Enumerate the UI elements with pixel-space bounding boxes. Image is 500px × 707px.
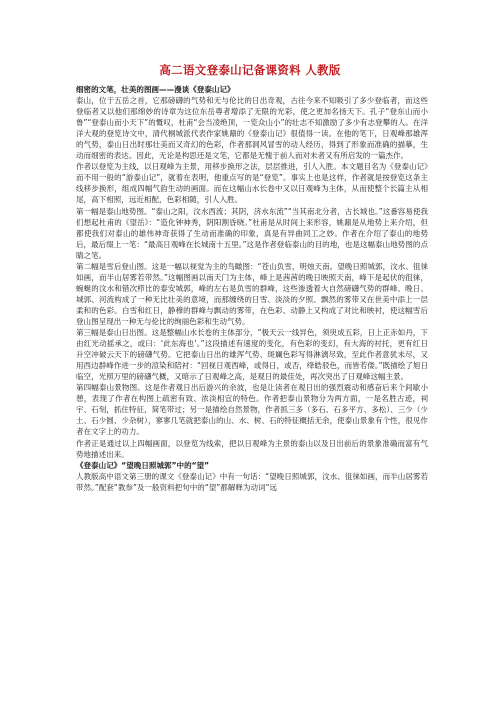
paragraph: 第一幅是泰山地势图。“泰山之阳，汶水西流；其阴，济水东流”“当其南北分者，古长城也。”这番容易使我们想起杜甫的《望岳》：“造化钟神秀，阴阳割昏晓。”杜甫是从时间上来形容，姚鼐是从地势上来介绍，但都使我们对泰山的雄伟神奇获得了生动而准确的印象，真是有异曲同工之妙。作者在介绍了泰山的地势后，最后缀上一笔：“最高日观峰在长城南十五里。”这是作者登临泰山的目的地，也是这幅泰山地势图的点睛之笔。 — [76, 206, 428, 260]
section-heading: 《登泰山记》“望晚日照城郭”中的“望” — [76, 460, 210, 470]
paragraph: 第四幅泰山景物图。这是作者观日出后游兴的余波，也是让读者在观日出的强烈震动和感奋后来个间歇小憩，表现了作者在构图上疏密有致、浓淡相宜的特色。作者把泰山景物分为两方面，一是名胜古迹，祠宇、石刻，抓住特征，简笔带过；另一是描绘自然景物，作者抓三多（多石、石多平方、多松）、三少（少土、石少圆、少杂树），寥寥几笔就把泰山的山、水、树、石的特征概括无余，使泰山景象有个性，很见作者在文字上的功力。 — [76, 383, 428, 437]
article-body — [76, 84, 428, 493]
paragraph: 第二幅是雪后登山图。这是一幅以视觉为主的鸟瞰图：“苍山负雪，明烛天南。望晚日照城郭，汶水、徂徕如画，而半山居雾若带然。”这幅图画以南天门为主体，峰上是茜茜的晚日映照天南，峰下是起伏的徂徕，蜿蜒的汶水和错次栉比的泰安城郭，峰的左右是负雪的群峰，这些渗透着大自然磅礴气势的群峰、晚日、城郭、河流构成了一种无比壮美的意境，而那缠绕的日雪、淡淡的夕照、飘然的雾带又在世美中添上一层柔和的色彩。白雪和红日，静穆的群峰与飘动的雾带，在色彩、动静上又构成了对比和映衬，使这幅雪后登山图呈现出一种无与伦比的绚丽色彩和生动气势。 — [76, 261, 428, 326]
page-title: 高二语文登泰山记备课资料 人教版 — [159, 63, 341, 77]
paragraph: 作者正是通过以上四幅画面，以登览为线索，把以日观峰为主景的泰山以及日出前后的景象准确而富有气势地描述出来。 — [76, 438, 428, 459]
paragraph: 泰山，位于五岳之首，它那磅礴的气势和无与伦比的日出奇观，古往今来不知吸引了多少登临者，而这些登临者又以他们那绵妙的诗章为这位东岳尊者增添了无限的光彩，使之更加名扬天下。孔子“登东山而小鲁”“登泰山而小天下”的慨叹，杜甫“会当凌绝顶，一览众山小”的壮志不知激励了多少有志登攀的人。在洋洋大观的登览诗文中，清代桐城派代表作家姚鼐的《登泰山记》很值得一读。在他的笔下，日观峰那雄浑的气势，泰山日出时那壮美而又奇幻的色彩，作者那洞风冒雪的动人经历，得到了形象而准确的描摹，生动而细密的表达。因此，无论是构思还是文笔，它都是无愧于前人而对未者又有所启发的一篇杰作。 — [76, 96, 428, 161]
section-heading: 细密的文笔，壮美的图画——漫谈《登泰山记》 — [76, 85, 235, 94]
paragraph: 第三幅是泰山日出图。这是整幅山水长卷的主体部分，“极天云一线异色，须臾成五彩，日上正赤如丹，下由红光动摇承之，或曰：‘此东海也’。”这段描述有速度的变化，有色彩的变幻，有大海的衬托，更有红日升空冲破云天下的磅礴气势。它把泰山日出的雄浑气势、斑斓色彩写得淋漓尽致，至此作者意犹未尽，又用西边群峰作进一步的渲染和陪衬：“回视日观西峰，或得日，或否，绛皓驳色，而皆若偻。”既描绘了旭日临空，光照万里的磅礴气概，又暗示了日观峰之高，是观日的最佳处，再次突出了日观峰这幅主景。 — [76, 328, 428, 382]
paragraph: 作者以登览为主线，以日观峰为主景，用移步换形之法，层层推进，引人入胜。本文题目名为《登泰山记》而不用一般的“游泰山记”，就着在表明，他重点写的是“登览”。事实上也是这样，作者就是按登览这条主线移步换形，组成四幅气韵生动的画面。而在这幅山水长卷中又以日观峰为主体，从而使整个长篇主从相尾，高下相照，远近相配，色彩相随，引人入胜。 — [76, 162, 428, 205]
paragraph: 人教版高中语文第三册的课文《登泰山记》中有一句话：“望晚日照城郭，汶水、徂徕如画，而半山居雾若带然。”配套“教参”及一般资料把句中的“望”都解释为动词“远 — [76, 471, 428, 492]
